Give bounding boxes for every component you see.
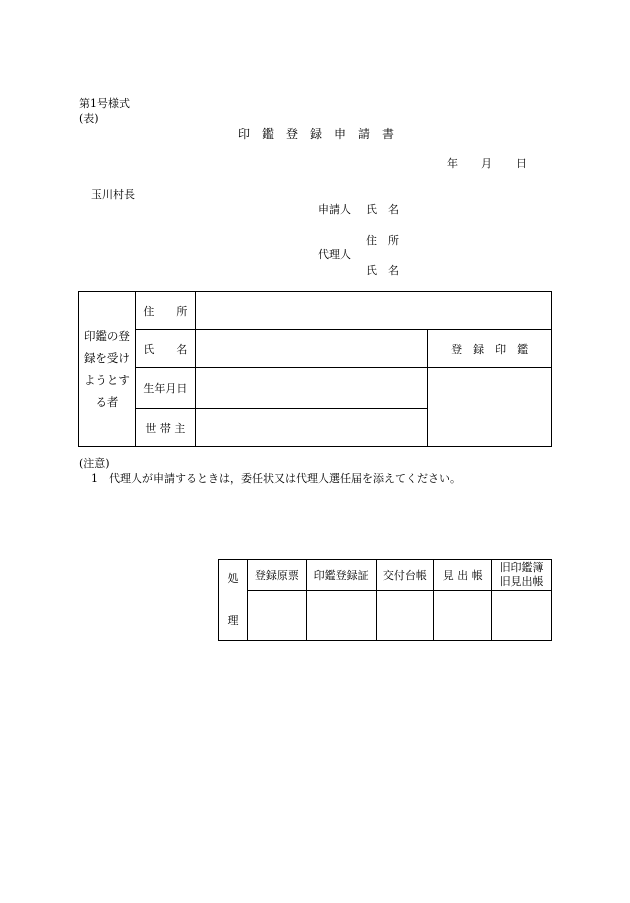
col-old-records <box>492 560 552 591</box>
address-row-label: 住 所 <box>135 292 195 330</box>
date-month: 月 <box>481 157 492 170</box>
notes-heading: (注意) <box>79 457 110 470</box>
col-old-index-book: 旧見出帳 <box>499 575 544 588</box>
col-index-book: 見 出 帳 <box>434 560 492 591</box>
address-field[interactable] <box>195 292 551 330</box>
stamp-cell-registration-record[interactable] <box>247 591 306 641</box>
applicant-label: 申請人 <box>318 203 351 216</box>
processing-label-top: 処 <box>227 572 239 585</box>
date-day: 日 <box>516 157 527 170</box>
col-old-seal-book: 旧印鑑簿 <box>499 561 544 574</box>
birthdate-field[interactable] <box>195 368 427 409</box>
seal-box[interactable] <box>428 368 552 447</box>
form-title: 印 鑑 登 録 申 請 書 <box>238 127 395 141</box>
side-label-line: る者 <box>95 395 119 409</box>
form-number: 第1号様式 <box>79 97 130 110</box>
date-year: 年 <box>447 157 458 170</box>
col-registration-record: 登録原票 <box>247 560 306 591</box>
householder-field[interactable] <box>195 409 427 447</box>
seal-header: 登 録 印 鑑 <box>428 330 552 368</box>
processing-label-bottom: 理 <box>227 614 239 627</box>
side-label-line: 印鑑の登 <box>83 329 130 343</box>
name-field[interactable] <box>195 330 427 368</box>
registrant-table <box>78 291 552 447</box>
agent-address-label: 住 所 <box>366 234 399 247</box>
agent-name-label: 氏 名 <box>366 264 399 277</box>
addressee: 玉川村長 <box>91 188 135 201</box>
stamp-cell-seal-certificate[interactable] <box>306 591 376 641</box>
stamp-cell-old-records[interactable] <box>492 591 552 641</box>
applicant-name-label: 氏 名 <box>366 203 399 216</box>
registrant-side-label <box>79 292 136 447</box>
name-row-label: 氏 名 <box>135 330 195 368</box>
side-label-line: ようとす <box>83 373 130 387</box>
form-side: (表) <box>79 112 99 125</box>
householder-row-label: 世 帯 主 <box>135 409 195 447</box>
birthdate-row-label: 生年月日 <box>135 368 195 409</box>
col-issuance-ledger: 交付台帳 <box>376 560 434 591</box>
note-item: 1 代理人が申請するときは，委任状又は代理人選任届を添えてください。 <box>91 472 461 485</box>
stamp-cell-index-book[interactable] <box>434 591 492 641</box>
stamp-cell-issuance-ledger[interactable] <box>376 591 434 641</box>
side-label-line: 録を受け <box>83 351 130 365</box>
processing-table <box>218 559 552 641</box>
col-seal-certificate: 印鑑登録証 <box>306 560 376 591</box>
processing-side-label <box>219 560 248 641</box>
agent-label: 代理人 <box>318 248 351 261</box>
